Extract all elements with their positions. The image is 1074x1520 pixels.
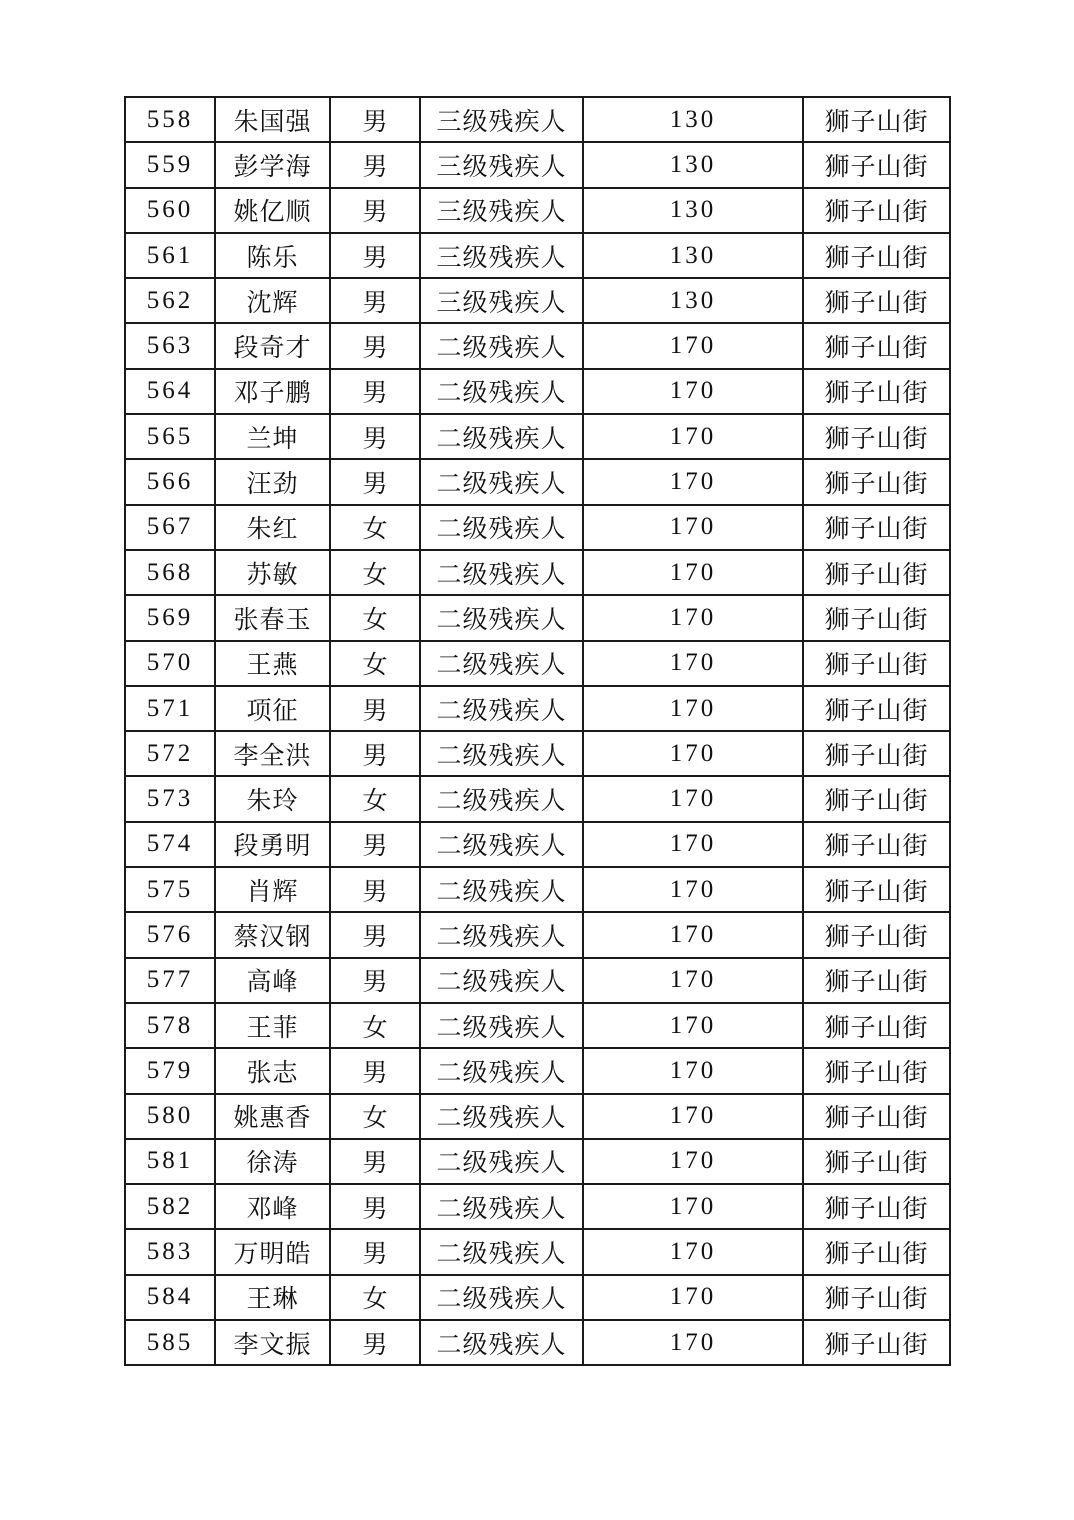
amount-cell: 170 [583, 1229, 803, 1274]
gender-cell: 男 [330, 97, 420, 142]
row-number-cell: 584 [125, 1275, 215, 1320]
gender-cell: 男 [330, 1320, 420, 1365]
street-cell: 狮子山街 [803, 731, 950, 776]
disability-level-cell: 二级残疾人 [420, 1094, 583, 1139]
disability-level-cell: 二级残疾人 [420, 1229, 583, 1274]
amount-cell: 170 [583, 822, 803, 867]
amount-cell: 170 [583, 1139, 803, 1184]
row-number-cell: 576 [125, 912, 215, 957]
street-cell: 狮子山街 [803, 1048, 950, 1093]
disability-level-cell: 二级残疾人 [420, 595, 583, 640]
name-cell: 张春玉 [215, 595, 330, 640]
table-row [125, 595, 950, 640]
gender-cell: 男 [330, 142, 420, 187]
table-row [125, 1184, 950, 1229]
name-cell: 彭学海 [215, 142, 330, 187]
name-cell: 项征 [215, 686, 330, 731]
street-cell: 狮子山街 [803, 1003, 950, 1048]
gender-cell: 女 [330, 1003, 420, 1048]
row-number-cell: 567 [125, 505, 215, 550]
name-cell: 汪劲 [215, 459, 330, 504]
table-row [125, 1139, 950, 1184]
gender-cell: 男 [330, 731, 420, 776]
gender-cell: 男 [330, 1048, 420, 1093]
amount-cell: 170 [583, 1275, 803, 1320]
row-number-cell: 585 [125, 1320, 215, 1365]
street-cell: 狮子山街 [803, 595, 950, 640]
disability-level-cell: 三级残疾人 [420, 97, 583, 142]
amount-cell: 170 [583, 1320, 803, 1365]
table-row [125, 1275, 950, 1320]
table-row [125, 369, 950, 414]
street-cell: 狮子山街 [803, 323, 950, 368]
row-number-cell: 574 [125, 822, 215, 867]
table-row [125, 459, 950, 504]
name-cell: 兰坤 [215, 414, 330, 459]
street-cell: 狮子山街 [803, 1229, 950, 1274]
amount-cell: 170 [583, 1094, 803, 1139]
name-cell: 朱红 [215, 505, 330, 550]
row-number-cell: 575 [125, 867, 215, 912]
name-cell: 李全洪 [215, 731, 330, 776]
row-number-cell: 565 [125, 414, 215, 459]
disability-level-cell: 二级残疾人 [420, 1275, 583, 1320]
name-cell: 高峰 [215, 958, 330, 1003]
gender-cell: 男 [330, 233, 420, 278]
gender-cell: 男 [330, 278, 420, 323]
street-cell: 狮子山街 [803, 369, 950, 414]
disability-level-cell: 二级残疾人 [420, 1184, 583, 1229]
table-row [125, 1003, 950, 1048]
disability-level-cell: 二级残疾人 [420, 369, 583, 414]
gender-cell: 女 [330, 595, 420, 640]
name-cell: 李文振 [215, 1320, 330, 1365]
row-number-cell: 563 [125, 323, 215, 368]
name-cell: 蔡汉钢 [215, 912, 330, 957]
street-cell: 狮子山街 [803, 142, 950, 187]
amount-cell: 170 [583, 459, 803, 504]
disability-level-cell: 二级残疾人 [420, 686, 583, 731]
row-number-cell: 573 [125, 776, 215, 821]
table-row [125, 505, 950, 550]
name-cell: 王菲 [215, 1003, 330, 1048]
name-cell: 陈乐 [215, 233, 330, 278]
row-number-cell: 577 [125, 958, 215, 1003]
table-row [125, 1094, 950, 1139]
row-number-cell: 560 [125, 188, 215, 233]
name-cell: 邓峰 [215, 1184, 330, 1229]
name-cell: 段奇才 [215, 323, 330, 368]
gender-cell: 女 [330, 1275, 420, 1320]
name-cell: 王燕 [215, 641, 330, 686]
street-cell: 狮子山街 [803, 1139, 950, 1184]
disability-level-cell: 二级残疾人 [420, 1003, 583, 1048]
street-cell: 狮子山街 [803, 958, 950, 1003]
table-row [125, 641, 950, 686]
table-row [125, 1048, 950, 1093]
name-cell: 朱玲 [215, 776, 330, 821]
table-row [125, 233, 950, 278]
amount-cell: 170 [583, 369, 803, 414]
name-cell: 苏敏 [215, 550, 330, 595]
street-cell: 狮子山街 [803, 1094, 950, 1139]
gender-cell: 女 [330, 776, 420, 821]
row-number-cell: 579 [125, 1048, 215, 1093]
row-number-cell: 559 [125, 142, 215, 187]
street-cell: 狮子山街 [803, 459, 950, 504]
table-row [125, 278, 950, 323]
roster-table [124, 96, 951, 1366]
amount-cell: 170 [583, 1003, 803, 1048]
disability-level-cell: 二级残疾人 [420, 958, 583, 1003]
disability-level-cell: 三级残疾人 [420, 188, 583, 233]
gender-cell: 男 [330, 1139, 420, 1184]
street-cell: 狮子山街 [803, 188, 950, 233]
row-number-cell: 582 [125, 1184, 215, 1229]
gender-cell: 女 [330, 1094, 420, 1139]
gender-cell: 男 [330, 686, 420, 731]
row-number-cell: 558 [125, 97, 215, 142]
amount-cell: 170 [583, 958, 803, 1003]
disability-level-cell: 二级残疾人 [420, 776, 583, 821]
gender-cell: 男 [330, 414, 420, 459]
amount-cell: 170 [583, 776, 803, 821]
row-number-cell: 562 [125, 278, 215, 323]
disability-level-cell: 二级残疾人 [420, 822, 583, 867]
row-number-cell: 561 [125, 233, 215, 278]
disability-level-cell: 二级残疾人 [420, 1048, 583, 1093]
amount-cell: 170 [583, 731, 803, 776]
disability-level-cell: 二级残疾人 [420, 1320, 583, 1365]
disability-level-cell: 二级残疾人 [420, 414, 583, 459]
street-cell: 狮子山街 [803, 912, 950, 957]
table-row [125, 776, 950, 821]
disability-level-cell: 二级残疾人 [420, 459, 583, 504]
name-cell: 肖辉 [215, 867, 330, 912]
disability-level-cell: 二级残疾人 [420, 505, 583, 550]
street-cell: 狮子山街 [803, 1320, 950, 1365]
disability-level-cell: 二级残疾人 [420, 323, 583, 368]
table-row [125, 686, 950, 731]
name-cell: 朱国强 [215, 97, 330, 142]
street-cell: 狮子山街 [803, 776, 950, 821]
name-cell: 沈辉 [215, 278, 330, 323]
street-cell: 狮子山街 [803, 641, 950, 686]
row-number-cell: 583 [125, 1229, 215, 1274]
street-cell: 狮子山街 [803, 867, 950, 912]
table-row [125, 142, 950, 187]
amount-cell: 170 [583, 1184, 803, 1229]
disability-level-cell: 二级残疾人 [420, 867, 583, 912]
table-row [125, 550, 950, 595]
disability-level-cell: 三级残疾人 [420, 278, 583, 323]
row-number-cell: 571 [125, 686, 215, 731]
amount-cell: 170 [583, 595, 803, 640]
disability-level-cell: 三级残疾人 [420, 142, 583, 187]
row-number-cell: 564 [125, 369, 215, 414]
amount-cell: 170 [583, 505, 803, 550]
gender-cell: 女 [330, 550, 420, 595]
gender-cell: 男 [330, 369, 420, 414]
name-cell: 姚亿顺 [215, 188, 330, 233]
amount-cell: 170 [583, 323, 803, 368]
gender-cell: 男 [330, 867, 420, 912]
amount-cell: 170 [583, 550, 803, 595]
row-number-cell: 572 [125, 731, 215, 776]
disability-level-cell: 三级残疾人 [420, 233, 583, 278]
disability-level-cell: 二级残疾人 [420, 912, 583, 957]
table-row [125, 323, 950, 368]
amount-cell: 130 [583, 233, 803, 278]
street-cell: 狮子山街 [803, 550, 950, 595]
name-cell: 姚惠香 [215, 1094, 330, 1139]
amount-cell: 170 [583, 414, 803, 459]
gender-cell: 男 [330, 912, 420, 957]
amount-cell: 130 [583, 142, 803, 187]
name-cell: 段勇明 [215, 822, 330, 867]
street-cell: 狮子山街 [803, 505, 950, 550]
name-cell: 张志 [215, 1048, 330, 1093]
row-number-cell: 570 [125, 641, 215, 686]
amount-cell: 170 [583, 1048, 803, 1093]
amount-cell: 170 [583, 686, 803, 731]
name-cell: 徐涛 [215, 1139, 330, 1184]
gender-cell: 女 [330, 641, 420, 686]
table-row [125, 97, 950, 142]
gender-cell: 女 [330, 505, 420, 550]
amount-cell: 130 [583, 97, 803, 142]
disability-level-cell: 二级残疾人 [420, 731, 583, 776]
name-cell: 邓子鹏 [215, 369, 330, 414]
amount-cell: 170 [583, 912, 803, 957]
amount-cell: 130 [583, 188, 803, 233]
name-cell: 王琳 [215, 1275, 330, 1320]
gender-cell: 男 [330, 958, 420, 1003]
gender-cell: 男 [330, 323, 420, 368]
disability-level-cell: 二级残疾人 [420, 1139, 583, 1184]
street-cell: 狮子山街 [803, 97, 950, 142]
roster-body [125, 97, 950, 1365]
row-number-cell: 580 [125, 1094, 215, 1139]
disability-level-cell: 二级残疾人 [420, 641, 583, 686]
amount-cell: 130 [583, 278, 803, 323]
street-cell: 狮子山街 [803, 233, 950, 278]
street-cell: 狮子山街 [803, 414, 950, 459]
table-row [125, 414, 950, 459]
row-number-cell: 566 [125, 459, 215, 504]
street-cell: 狮子山街 [803, 1184, 950, 1229]
gender-cell: 男 [330, 459, 420, 504]
gender-cell: 男 [330, 1229, 420, 1274]
amount-cell: 170 [583, 641, 803, 686]
table-row [125, 867, 950, 912]
table-row [125, 188, 950, 233]
disability-level-cell: 二级残疾人 [420, 550, 583, 595]
street-cell: 狮子山街 [803, 1275, 950, 1320]
row-number-cell: 581 [125, 1139, 215, 1184]
name-cell: 万明皓 [215, 1229, 330, 1274]
table-row [125, 822, 950, 867]
street-cell: 狮子山街 [803, 822, 950, 867]
table-row [125, 958, 950, 1003]
row-number-cell: 578 [125, 1003, 215, 1048]
street-cell: 狮子山街 [803, 686, 950, 731]
street-cell: 狮子山街 [803, 278, 950, 323]
row-number-cell: 569 [125, 595, 215, 640]
amount-cell: 170 [583, 867, 803, 912]
table-row [125, 912, 950, 957]
row-number-cell: 568 [125, 550, 215, 595]
table-row [125, 1320, 950, 1365]
gender-cell: 男 [330, 188, 420, 233]
gender-cell: 男 [330, 822, 420, 867]
table-row [125, 1229, 950, 1274]
gender-cell: 男 [330, 1184, 420, 1229]
table-row [125, 731, 950, 776]
